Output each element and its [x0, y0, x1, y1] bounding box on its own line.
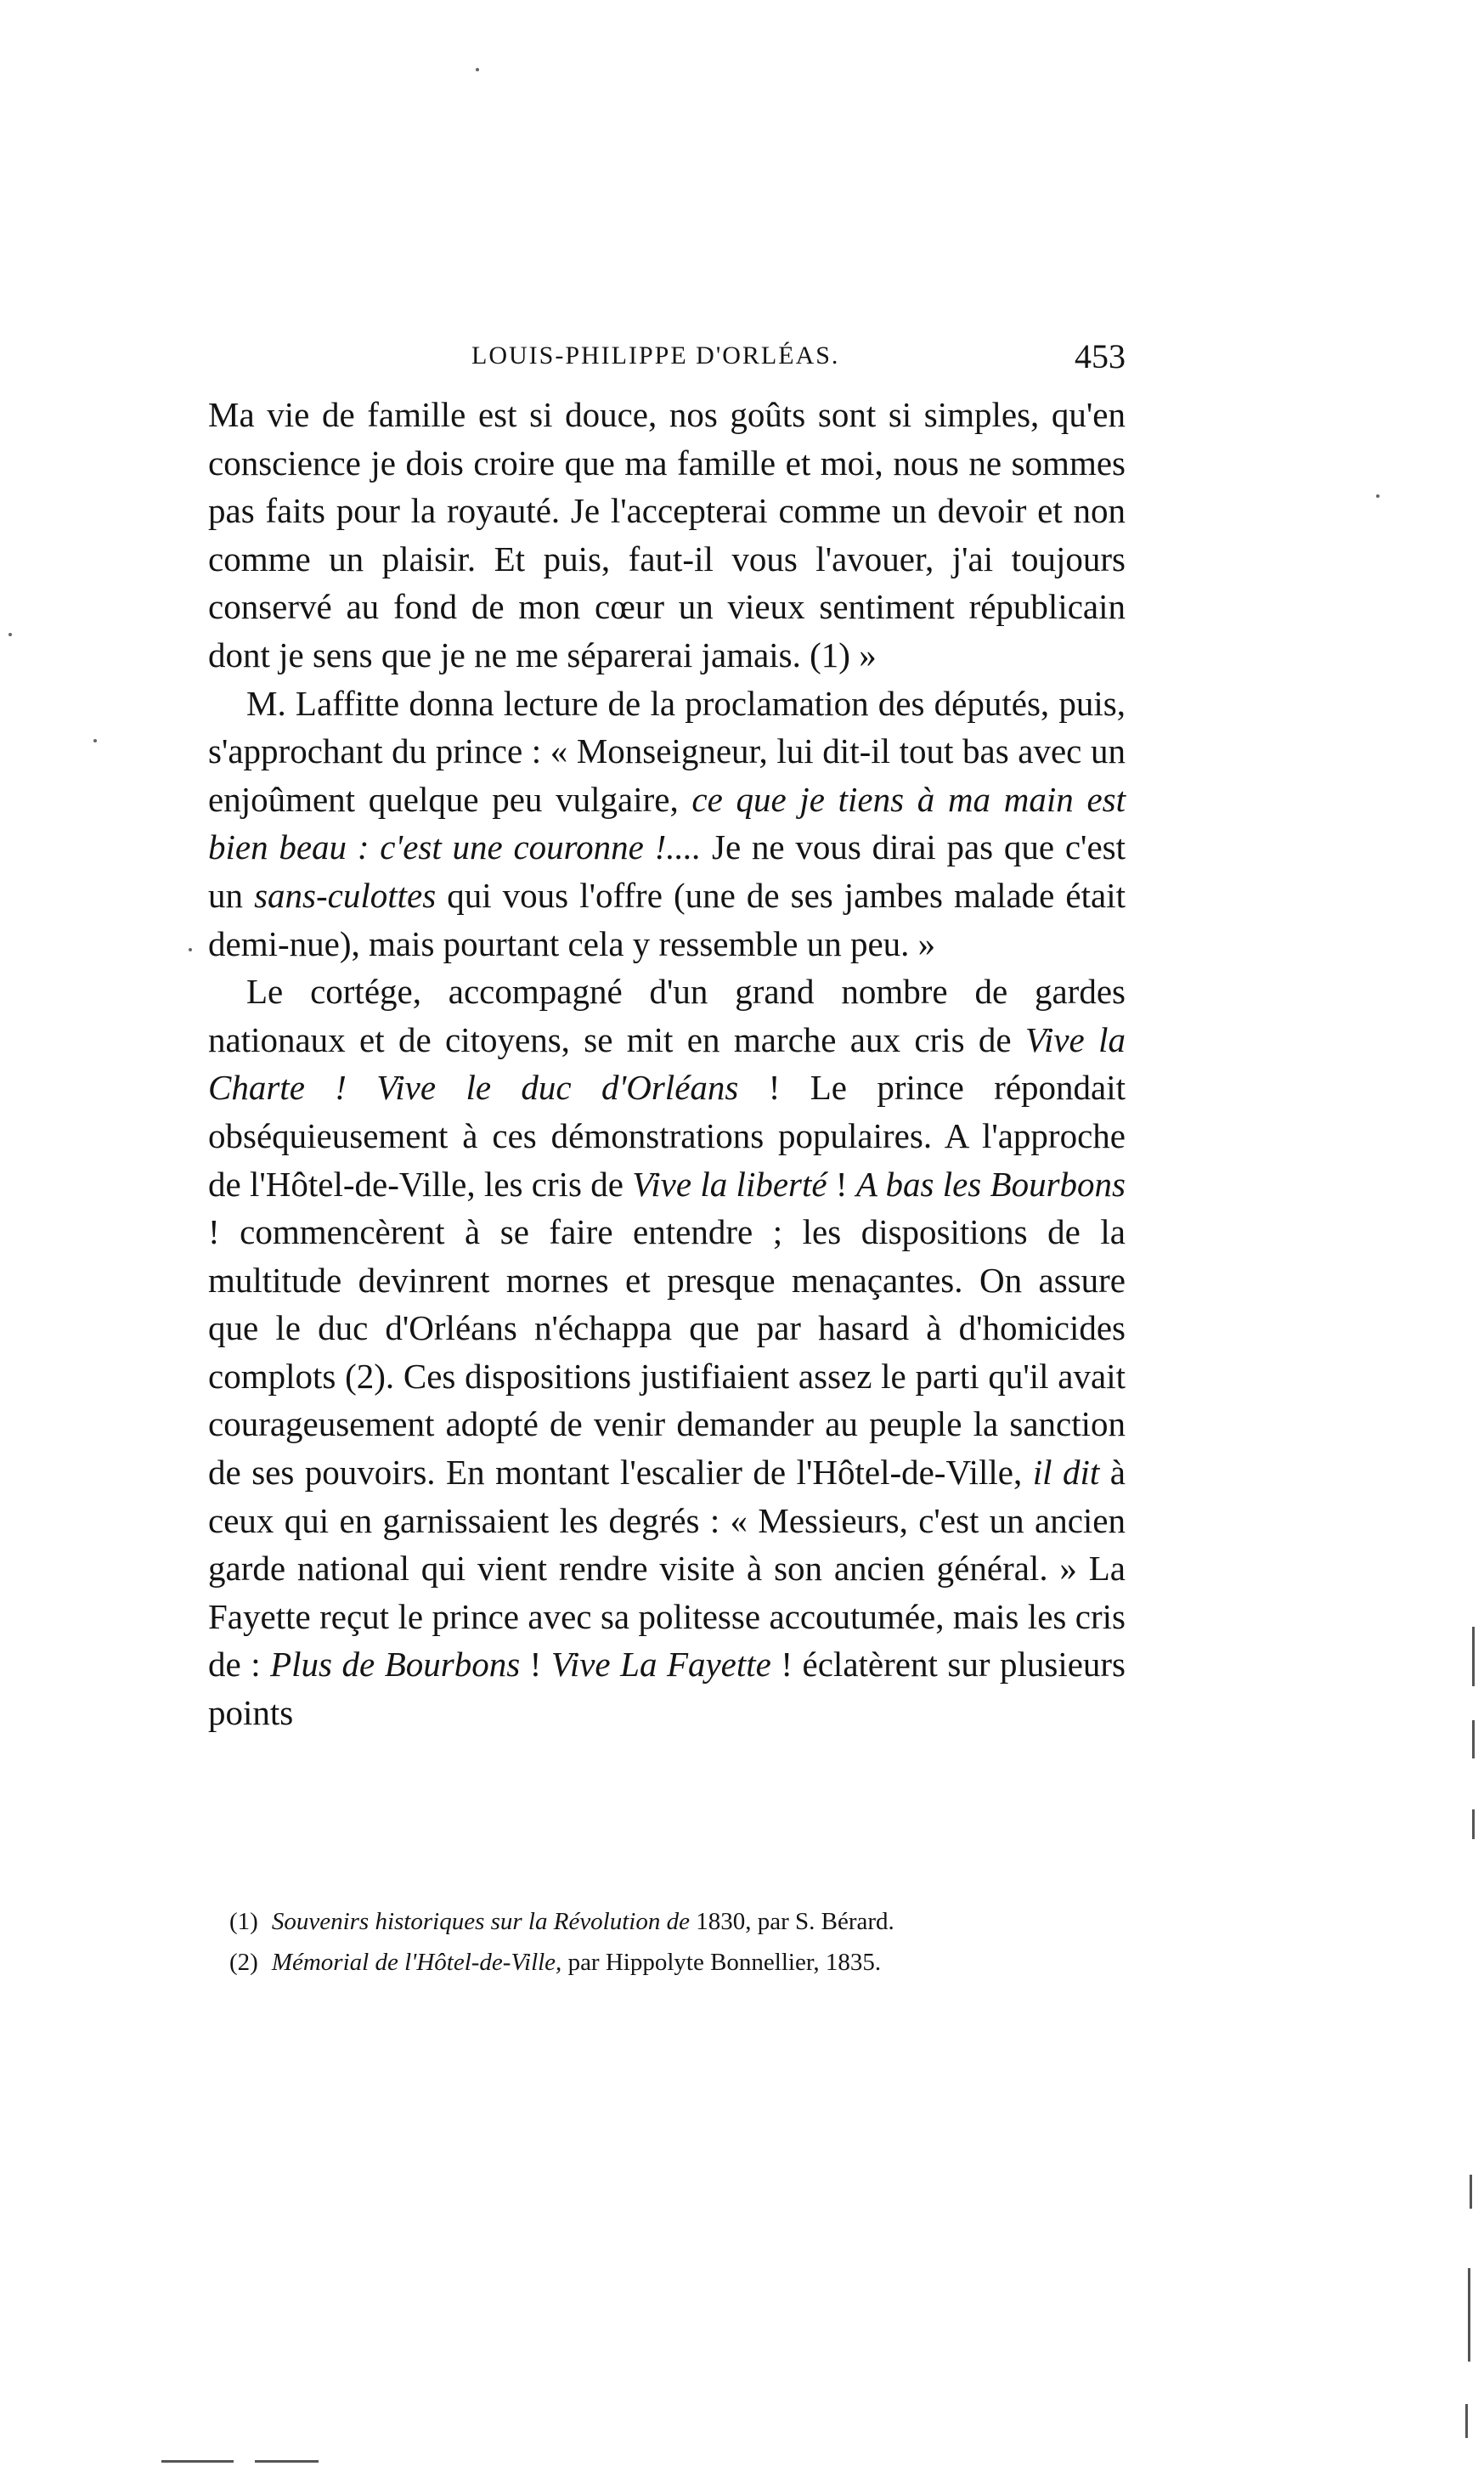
page-number: 453: [1075, 337, 1126, 375]
footnote-2-title: Mémorial de l'Hôtel-de-Ville,: [271, 1949, 562, 1976]
margin-line: [1470, 2175, 1472, 2209]
paragraph-3-text-i: à ceux qui en garnissaient les degrés : « Messieurs, c'est un ancien garde national qui vient rendre visite à son ancien général. » La Fayette reçut le prince avec sa politesse accoutumée, mais les cris de :: [208, 1453, 1126, 1685]
paragraph-2-italic-b: ce que je tiens à ma main est bien beau : c'est une couronne !....: [208, 779, 1126, 867]
paragraph-3-text-m: ! éclatèrent sur plusieurs points: [208, 1645, 1126, 1733]
paragraph-3-text-a: Le cortége, accompagné d'un grand nombre de gardes nationaux et de citoyens, se mit en marche aux cris de: [208, 972, 1126, 1059]
paragraph-3: [208, 968, 1126, 1737]
margin-line: [1472, 1720, 1475, 1758]
paragraph-3-text-e: !: [827, 1164, 856, 1204]
paragraph-3-text-k: !: [520, 1645, 551, 1685]
scan-speck: [8, 633, 12, 636]
paragraph-2-italic-d: sans-culottes: [254, 875, 437, 915]
footnote-1-mark: (1): [229, 1908, 258, 1935]
paragraph-3-italic-j: Plus de Bourbons: [270, 1645, 521, 1685]
paragraph-2: [208, 680, 1126, 968]
scan-speck: [189, 948, 192, 951]
scan-speck: [476, 68, 479, 71]
scan-speck: [1376, 494, 1380, 498]
margin-line: [255, 2460, 319, 2463]
footnote-2: [229, 1942, 1121, 1983]
paragraph-1: [208, 391, 1126, 680]
paragraph-2-text-c: Je ne vous dirai pas que c'est un: [208, 827, 1126, 915]
paragraph-3-italic-b: Vive la Charte ! Vive le duc d'Orléans: [208, 1019, 1126, 1108]
page-header: [208, 337, 1126, 384]
paragraph-3-text-c: ! Le prince répondait obséquieusement à ces démonstrations populaires. A l'approche de l'Hôtel-de-Ville, les cris de: [208, 1068, 1126, 1204]
paragraph-3-italic-d: Vive la liberté: [632, 1164, 827, 1204]
footnote-2-mark: (2): [229, 1949, 258, 1976]
paragraph-3-text-g: ! commencèrent à se faire entendre ; les dispositions de la multitude devinrent mornes et presque menaçantes. On assure que le duc d'Orléans n'échappa que par hasard à d'homicides complots (2). Ces dispositions justifiaient assez le parti qu'il avait courageusement adopté de venir demander au peuple la sanction de ses pouvoirs. En montant l'escalier de l'Hôtel-de-Ville,: [208, 1212, 1126, 1493]
margin-line: [1472, 1627, 1475, 1686]
footnote-1-title: Souvenirs historiques sur la Révolution de: [271, 1908, 690, 1935]
margin-line: [1465, 2404, 1468, 2438]
footnote-1-body: [272, 1901, 894, 1942]
footnote-1-rest: 1830, par S. Bérard.: [696, 1908, 894, 1935]
scan-speck: [93, 739, 97, 742]
margin-line: [161, 2460, 234, 2463]
paragraph-2-text-a: M. Laffitte donna lecture de la proclamation des députés, puis, s'approchant du prince : « Monseigneur, lui dit-il tout bas avec un enjoûment quelque peu vulgaire,: [208, 683, 1126, 819]
footnote-2-body: [272, 1942, 881, 1983]
margin-line: [1472, 1809, 1475, 1839]
footnote-2-rest: par Hippolyte Bonnellier, 1835.: [567, 1949, 882, 1976]
running-title: LOUIS-PHILIPPE D'ORLÉAS.: [471, 341, 840, 370]
paragraph-2-text-e: qui vous l'offre (une de ses jambes malade était demi-nue), mais pourtant cela y ressemble un peu. »: [208, 875, 1126, 963]
footnotes: [229, 1901, 1121, 1983]
paragraph-3-italic-l: Vive La Fayette: [550, 1645, 771, 1685]
body-text: [208, 391, 1126, 1737]
margin-line: [1468, 2268, 1470, 2362]
paragraph-3-italic-f: A bas les Bourbons: [855, 1164, 1126, 1204]
footnote-1: [229, 1901, 1121, 1942]
paragraph-3-italic-h: il dit: [1032, 1453, 1100, 1493]
paragraph-1-text: Ma vie de famille est si douce, nos goûts sont si simples, qu'en conscience je dois croire que ma famille et moi, nous ne sommes pas faits pour la royauté. Je l'accepterai comme un devoir et non comme un plaisir. Et puis, faut-il vous l'avouer, j'ai toujours conservé au fond de mon cœur un vieux sentiment républicain dont je sens que je ne me séparerai jamais. (1) »: [208, 395, 1126, 674]
